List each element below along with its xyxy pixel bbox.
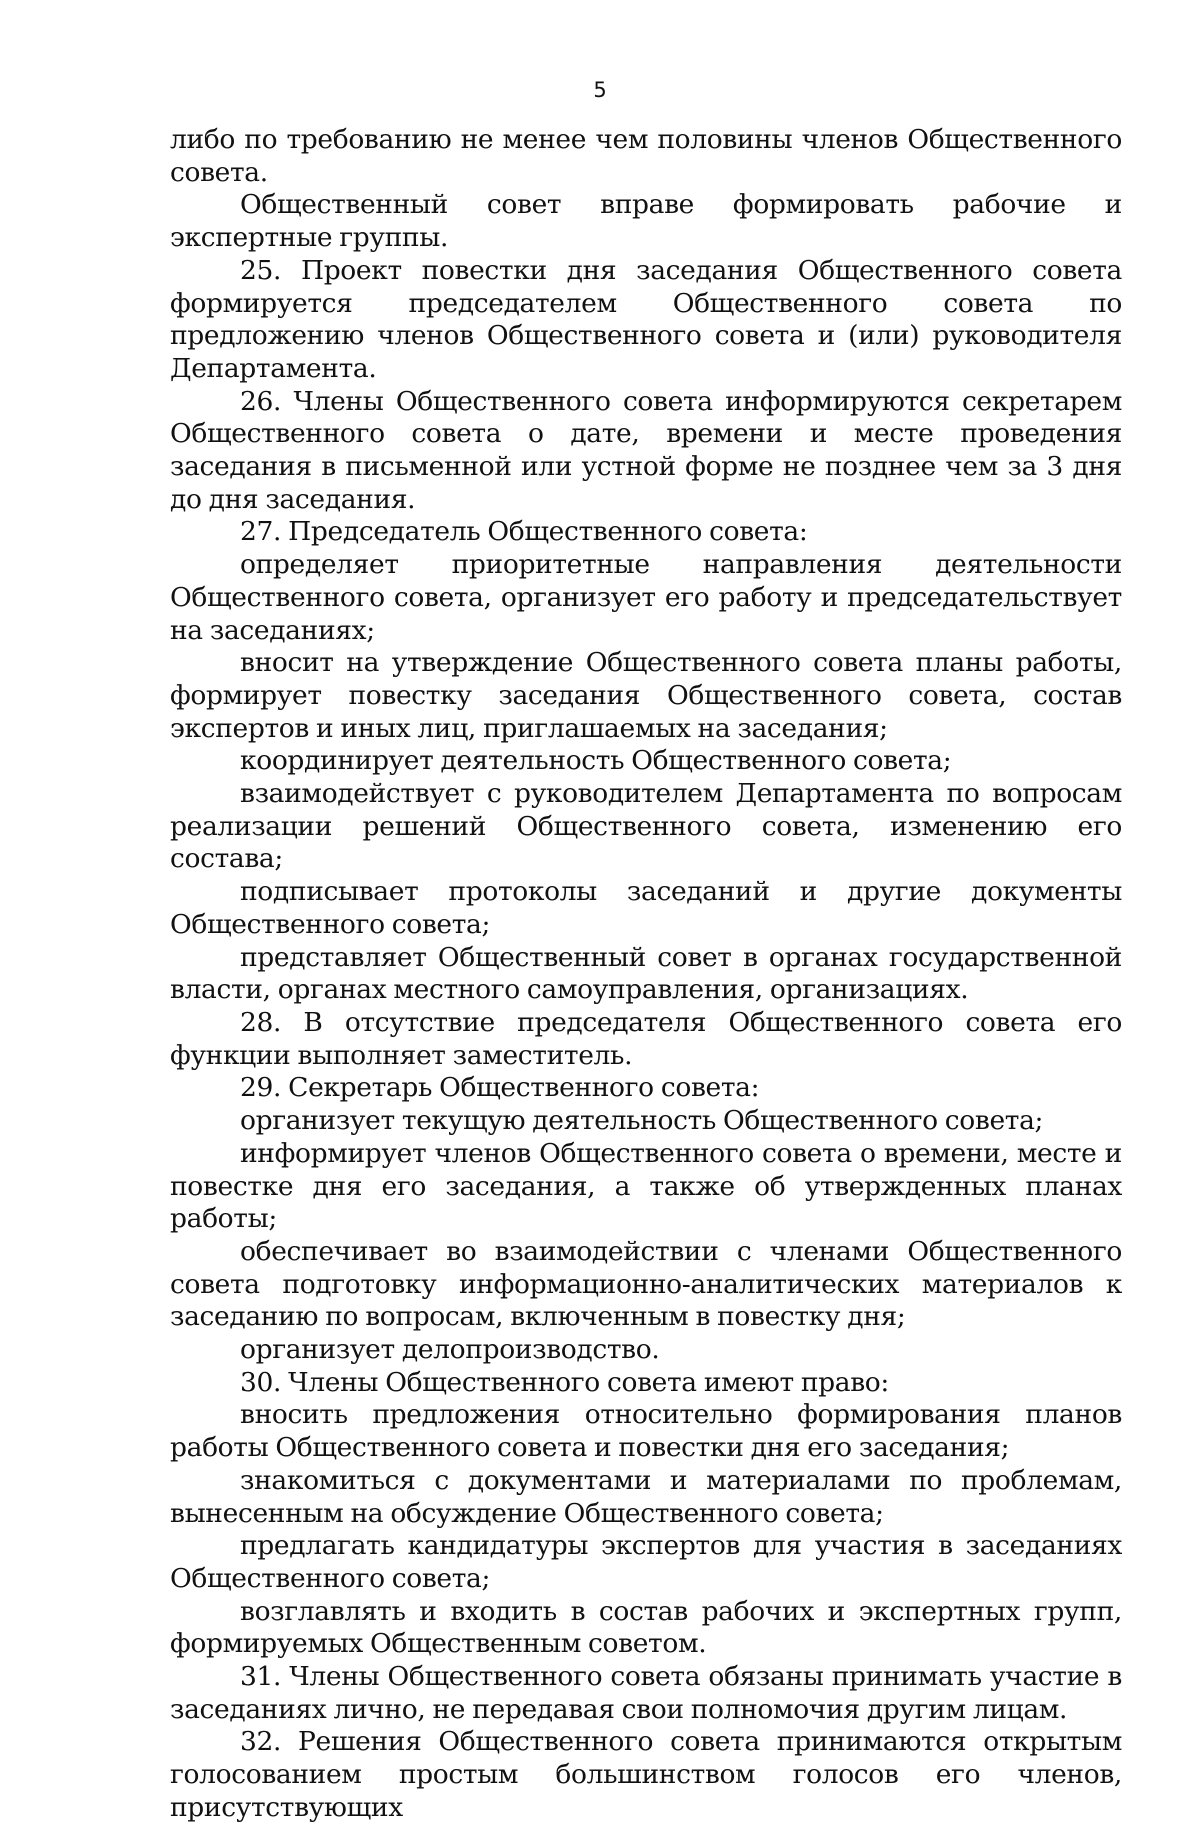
paragraph: координирует деятельность Общественного совета; (240, 745, 952, 777)
paragraph: организует делопроизводство. (240, 1334, 660, 1366)
paragraph: обеспечивает во взаимодействии с членами Общественного совета подготовку информационно-аналитических материалов к заседанию по вопросам, включенным в повестку дня; (170, 1235, 1122, 1333)
paragraph: организует текущую деятельность Общественного совета; (240, 1105, 1044, 1137)
page-number: 5 (593, 78, 607, 102)
paragraph: вносить предложения относительно формирования планов работы Общественного совета и повестки дня его заседания; (170, 1399, 1122, 1464)
paragraph: 31. Члены Общественного совета обязаны принимать участие в заседаниях лично, не передавая свои полномочия другим лицам. (170, 1661, 1122, 1725)
paragraph: 30. Члены Общественного совета имеют право: (240, 1366, 889, 1398)
paragraph: предлагать кандидатуры экспертов для участия в заседаниях Общественного совета; (170, 1530, 1122, 1594)
paragraph: 28. В отсутствие председателя Общественного совета его функции выполняет заместитель. (170, 1006, 1122, 1071)
paragraph: взаимодействует с руководителем Департамента по вопросам реализации решений Общественного совета, изменению его состава; (170, 778, 1122, 875)
paragraph: 29. Секретарь Общественного совета: (240, 1072, 760, 1104)
paragraph: представляет Общественный совет в органах государственной власти, органах местного самоуправления, организациях. (170, 941, 1122, 1006)
paragraph: вносит на утверждение Общественного совета планы работы, формирует повестку заседания Общественного совета, состав экспертов и иных лиц, приглашаемых на заседания; (170, 647, 1122, 744)
paragraph: 32. Решения Общественного совета принимаются открытым голосованием простым большинством голосов его членов, присутствующих (170, 1726, 1122, 1823)
paragraph: возглавлять и входить в состав рабочих и экспертных групп, формируемых Общественным советом. (170, 1595, 1122, 1660)
paragraph: либо по требованию не менее чем половины членов Общественного совета. (170, 124, 1122, 188)
paragraph: подписывает протоколы заседаний и другие документы Общественного совета; (170, 876, 1122, 940)
paragraph: Общественный совет вправе формировать рабочие и экспертные группы. (170, 189, 1122, 254)
paragraph: 27. Председатель Общественного совета: (240, 516, 808, 548)
paragraph: знакомиться с документами и материалами по проблемам, вынесенным на обсуждение Общественного совета; (170, 1464, 1122, 1529)
paragraph: определяет приоритетные направления деятельности Общественного совета, организует его работу и председательствует на заседаниях; (170, 549, 1122, 646)
paragraph: 25. Проект повестки дня заседания Общественного совета формируется председателем Общественного совета по предложению членов Общественного совета и (или) руководителя Департамента. (170, 254, 1122, 384)
document-body (170, 124, 1122, 1825)
paragraph: информирует членов Общественного совета о времени, месте и повестке дня его заседания, а также об утвержденных планах работы; (170, 1137, 1122, 1235)
paragraph: 26. Члены Общественного совета информируются секретарем Общественного совета о дате, времени и месте проведения заседания в письменной или устной форме не позднее чем за 3 дня до дня заседания. (170, 385, 1122, 515)
